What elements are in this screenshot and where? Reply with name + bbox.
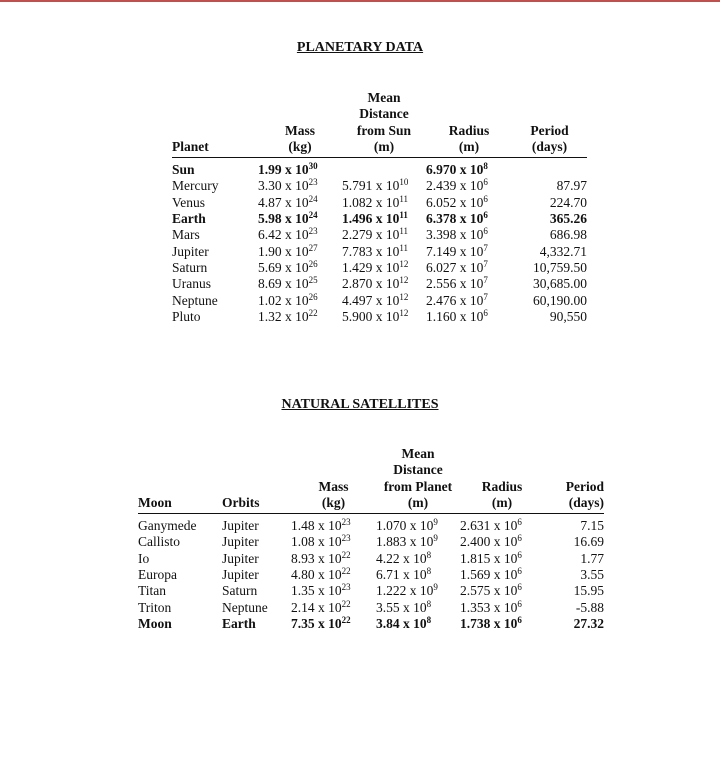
satellite-distance: [376, 583, 460, 599]
planet-radius-exponent: 6: [483, 210, 488, 221]
header-distance-line: from Sun: [356, 122, 412, 138]
satellite-mass-base: 1.08 x 10: [291, 534, 342, 550]
satellite-radius-base: 1.738 x 10: [460, 615, 518, 631]
planet-period: 4,332.71: [539, 243, 587, 259]
satellite-mass-exponent: 23: [341, 517, 351, 528]
planet-radius-exponent: 6: [483, 307, 488, 318]
planet-period: [512, 158, 587, 179]
planet-mass-base: 1.02 x 10: [258, 292, 309, 308]
satellite-radius-exponent: 6: [517, 598, 522, 609]
header-distance: [376, 446, 460, 514]
planet-radius: [426, 178, 512, 194]
satellite-row: [138, 600, 604, 616]
planet-radius-base: 6.970 x 10: [426, 162, 484, 178]
satellite-radius: [460, 514, 544, 535]
header-mass: [258, 90, 342, 158]
planet-radius-base: 1.160 x 10: [426, 308, 484, 324]
planet-name: Earth: [172, 211, 206, 227]
satellite-mass-base: 1.48 x 10: [291, 518, 342, 534]
header-mass: [291, 446, 376, 514]
header-radius-line: Radius: [481, 478, 523, 494]
satellite-radius: [460, 534, 544, 550]
planet-mass: [258, 227, 342, 243]
planet-distance: [342, 309, 426, 325]
satellite-distance: [376, 567, 460, 583]
planet-row: [172, 195, 587, 211]
header-period: [512, 90, 587, 158]
planet-distance: [342, 158, 426, 179]
satellite-radius-base: 2.400 x 10: [460, 534, 518, 550]
planet-name: Venus: [172, 194, 205, 210]
planetary-data-table: [172, 90, 587, 325]
planet-distance-base: 2.870 x 10: [342, 276, 400, 292]
planet-mass-exponent: 23: [308, 177, 318, 188]
planet-distance-exponent: 11: [399, 226, 409, 237]
planet-distance-base: 5.791 x 10: [342, 178, 400, 194]
satellite-distance-base: 3.84 x 10: [376, 615, 427, 631]
satellite-period: 3.55: [580, 567, 604, 583]
header-period-line: Period: [565, 478, 604, 494]
header-distance-line: Mean: [367, 90, 401, 105]
satellite-distance: [376, 534, 460, 550]
header-radius-unit: (m): [458, 138, 480, 154]
planet-distance: [342, 244, 426, 260]
satellite-distance-exponent: 9: [433, 582, 438, 593]
planet-distance: [342, 227, 426, 243]
satellite-mass-base: 1.35 x 10: [291, 583, 342, 599]
header-distance-line: Mean: [401, 446, 435, 461]
header-moon: Moon: [138, 494, 172, 510]
planet-name: Uranus: [172, 276, 211, 292]
satellite-name: Ganymede: [138, 518, 197, 534]
planet-radius: [426, 260, 512, 276]
planet-mass-exponent: 26: [308, 258, 318, 269]
satellite-name: Callisto: [138, 534, 181, 550]
planetary-header-row: [172, 90, 587, 158]
planet-radius-exponent: 7: [483, 275, 488, 286]
satellite-distance-base: 1.883 x 10: [376, 534, 434, 550]
satellite-distance: [376, 514, 460, 535]
planet-period: 30,685.00: [533, 276, 587, 292]
planet-mass: [258, 309, 342, 325]
planet-mass-exponent: 24: [308, 193, 318, 204]
planet-radius-base: 6.378 x 10: [426, 211, 484, 227]
natural-satellites-table: [138, 446, 604, 632]
planet-name: Sun: [172, 162, 195, 178]
satellite-row: [138, 534, 604, 550]
planet-radius: [426, 227, 512, 243]
satellite-radius-exponent: 6: [517, 566, 522, 577]
planet-name: Pluto: [172, 308, 201, 324]
satellite-orbits: Saturn: [222, 583, 258, 599]
satellite-distance-exponent: 9: [433, 533, 438, 544]
satellite-distance-exponent: 8: [426, 614, 432, 625]
planet-radius: [426, 195, 512, 211]
satellite-distance-exponent: 8: [426, 549, 432, 560]
header-distance-line: Distance: [393, 462, 443, 478]
satellite-orbits: Neptune: [222, 599, 268, 615]
planet-distance: [342, 211, 426, 227]
planet-radius-exponent: 8: [483, 161, 488, 172]
planet-row: [172, 293, 587, 309]
planet-distance: [342, 195, 426, 211]
planet-period: 365.26: [549, 211, 587, 227]
satellite-mass-exponent: 22: [341, 598, 351, 609]
planet-row: [172, 244, 587, 260]
satellite-mass: [291, 551, 376, 567]
planet-distance-base: 2.279 x 10: [342, 227, 400, 243]
planet-mass-base: 6.42 x 10: [258, 227, 309, 243]
planet-mass-exponent: 23: [308, 226, 318, 237]
header-distance-unit: (m): [407, 494, 429, 510]
planet-name: Saturn: [172, 259, 208, 275]
header-radius-line: Radius: [448, 122, 490, 138]
planet-distance-base: 1.429 x 10: [342, 259, 400, 275]
header-radius: [460, 446, 544, 514]
planet-mass-base: 5.69 x 10: [258, 259, 309, 275]
satellite-period: 7.15: [580, 518, 604, 534]
satellite-radius-base: 1.569 x 10: [460, 567, 518, 583]
planet-period: 10,759.50: [533, 259, 587, 275]
planet-mass-base: 1.90 x 10: [258, 243, 309, 259]
header-distance-line: from Planet: [383, 478, 453, 494]
satellite-distance-base: 1.222 x 10: [376, 583, 434, 599]
satellites-header-row: [138, 446, 604, 514]
satellite-mass-exponent: 22: [341, 549, 351, 560]
satellite-radius-exponent: 6: [517, 533, 522, 544]
satellite-orbits: Jupiter: [222, 534, 259, 550]
satellite-mass: [291, 567, 376, 583]
satellite-radius-base: 1.353 x 10: [460, 599, 518, 615]
satellite-mass-exponent: 22: [341, 566, 351, 577]
satellite-distance-exponent: 8: [426, 566, 432, 577]
planet-radius-exponent: 6: [483, 226, 488, 237]
planet-distance: [342, 260, 426, 276]
satellite-radius: [460, 616, 544, 632]
planet-distance-exponent: 11: [399, 193, 409, 204]
planet-mass: [258, 158, 342, 179]
planet-distance-exponent: 11: [399, 242, 409, 253]
satellite-distance-exponent: 8: [426, 598, 432, 609]
planet-radius-base: 7.149 x 10: [426, 243, 484, 259]
planet-mass: [258, 211, 342, 227]
satellite-distance-exponent: 9: [433, 517, 438, 528]
planet-period: 686.98: [549, 227, 587, 243]
planet-distance-base: 7.783 x 10: [342, 243, 400, 259]
planet-row: [172, 227, 587, 243]
satellite-mass: [291, 616, 376, 632]
planet-distance-exponent: 12: [399, 275, 409, 286]
planet-mass: [258, 195, 342, 211]
header-orbits: Orbits: [222, 494, 260, 510]
planet-row: [172, 260, 587, 276]
planet-mass-exponent: 26: [308, 291, 318, 302]
satellite-radius-exponent: 6: [517, 614, 522, 625]
top-border-line: [0, 0, 720, 2]
planet-mass-base: 1.99 x 10: [258, 162, 309, 178]
planet-distance: [342, 276, 426, 292]
planet-mass-exponent: 22: [308, 307, 318, 318]
planet-distance-exponent: 11: [399, 210, 408, 221]
planet-name: Mercury: [172, 178, 219, 194]
header-period: [544, 446, 604, 514]
satellite-row: [138, 567, 604, 583]
planet-row: [172, 158, 587, 179]
header-planet: Planet: [172, 138, 209, 154]
planet-mass-exponent: 27: [308, 242, 318, 253]
satellite-period: -5.88: [575, 599, 604, 615]
satellite-mass-base: 4.80 x 10: [291, 567, 342, 583]
satellite-radius-exponent: 6: [517, 517, 522, 528]
planet-radius: [426, 244, 512, 260]
satellite-row: [138, 616, 604, 632]
satellite-radius: [460, 551, 544, 567]
satellite-radius-base: 1.815 x 10: [460, 550, 518, 566]
satellite-period: 1.77: [580, 550, 604, 566]
planet-row: [172, 178, 587, 194]
planet-radius-exponent: 7: [483, 242, 488, 253]
satellite-orbits: Jupiter: [222, 518, 259, 534]
planet-row: [172, 276, 587, 292]
planet-radius-exponent: 7: [483, 258, 488, 269]
header-period-unit: (days): [531, 138, 568, 154]
satellite-mass-base: 8.93 x 10: [291, 550, 342, 566]
planet-radius-exponent: 6: [483, 193, 488, 204]
satellite-distance: [376, 600, 460, 616]
planet-mass-exponent: 30: [308, 161, 318, 172]
satellite-distance: [376, 616, 460, 632]
planet-mass: [258, 178, 342, 194]
planet-radius-exponent: 7: [483, 291, 488, 302]
header-distance-line: Distance: [359, 106, 409, 122]
satellite-row: [138, 514, 604, 535]
satellite-mass: [291, 583, 376, 599]
planet-radius: [426, 211, 512, 227]
planet-radius: [426, 309, 512, 325]
satellite-name: Io: [138, 550, 150, 566]
planet-radius-base: 6.052 x 10: [426, 194, 484, 210]
planet-distance-base: 5.900 x 10: [342, 308, 400, 324]
satellite-radius-exponent: 6: [517, 549, 522, 560]
planetary-data-title: PLANETARY DATA: [296, 40, 424, 55]
satellite-orbits: Jupiter: [222, 550, 259, 566]
satellite-name: Moon: [138, 615, 172, 631]
satellite-orbits: Jupiter: [222, 567, 259, 583]
planet-mass-exponent: 25: [308, 275, 318, 286]
header-radius-unit: (m): [491, 494, 513, 510]
planet-radius-base: 6.027 x 10: [426, 259, 484, 275]
satellite-mass-base: 2.14 x 10: [291, 599, 342, 615]
planet-name: Mars: [172, 227, 200, 243]
satellite-distance-base: 4.22 x 10: [376, 550, 427, 566]
planet-radius-base: 2.556 x 10: [426, 276, 484, 292]
satellite-name: Triton: [138, 599, 172, 615]
planet-radius-exponent: 6: [483, 177, 488, 188]
planet-distance-exponent: 12: [399, 291, 409, 302]
satellite-row: [138, 583, 604, 599]
satellite-mass-base: 7.35 x 10: [291, 615, 342, 631]
planet-distance-exponent: 12: [399, 258, 409, 269]
planet-distance: [342, 178, 426, 194]
satellite-name: Europa: [138, 567, 177, 583]
satellite-mass-exponent: 23: [341, 582, 351, 593]
natural-satellites-title: NATURAL SATELLITES: [281, 397, 439, 412]
planet-name: Neptune: [172, 292, 218, 308]
planet-mass-base: 3.30 x 10: [258, 178, 309, 194]
satellite-radius-base: 2.575 x 10: [460, 583, 518, 599]
planet-radius-base: 2.476 x 10: [426, 292, 484, 308]
planet-period: 90,550: [549, 308, 587, 324]
planet-radius-base: 3.398 x 10: [426, 227, 484, 243]
satellite-distance-base: 3.55 x 10: [376, 599, 427, 615]
planet-radius-base: 2.439 x 10: [426, 178, 484, 194]
planet-distance-exponent: 10: [399, 177, 409, 188]
planet-mass-base: 8.69 x 10: [258, 276, 309, 292]
header-period-line: Period: [530, 122, 569, 138]
planet-radius: [426, 158, 512, 179]
satellite-period: 27.32: [573, 615, 604, 631]
header-mass-line: Mass: [318, 478, 349, 494]
satellite-radius-exponent: 6: [517, 582, 522, 593]
planet-distance-base: 1.082 x 10: [342, 194, 400, 210]
satellite-period: 15.95: [573, 583, 604, 599]
planet-period: 87.97: [556, 178, 587, 194]
planet-mass: [258, 276, 342, 292]
planet-mass: [258, 293, 342, 309]
planet-distance-exponent: 12: [399, 307, 409, 318]
planet-distance: [342, 293, 426, 309]
planet-row: [172, 309, 587, 325]
planet-distance-base: 4.497 x 10: [342, 292, 400, 308]
planet-distance-base: 1.496 x 10: [342, 211, 400, 227]
satellite-period: 16.69: [573, 534, 604, 550]
planet-mass-exponent: 24: [308, 210, 318, 221]
satellite-mass: [291, 514, 376, 535]
satellite-radius: [460, 583, 544, 599]
planet-period: 60,190.00: [533, 292, 587, 308]
header-mass-unit: (kg): [321, 494, 346, 510]
header-distance: [342, 90, 426, 158]
satellite-radius: [460, 600, 544, 616]
satellite-orbits: Earth: [222, 615, 256, 631]
header-mass-line: Mass: [285, 122, 315, 138]
satellite-radius-base: 2.631 x 10: [460, 518, 518, 534]
satellite-mass: [291, 600, 376, 616]
satellite-mass-exponent: 22: [341, 614, 351, 625]
planet-mass: [258, 244, 342, 260]
satellite-distance: [376, 551, 460, 567]
planet-radius: [426, 276, 512, 292]
planet-mass: [258, 260, 342, 276]
satellite-radius: [460, 567, 544, 583]
header-period-unit: (days): [568, 494, 604, 510]
planet-name: Jupiter: [172, 243, 209, 259]
header-mass-unit: (kg): [288, 138, 312, 154]
planet-mass-base: 4.87 x 10: [258, 194, 309, 210]
planet-mass-base: 1.32 x 10: [258, 308, 309, 324]
planet-radius: [426, 293, 512, 309]
satellite-distance-base: 6.71 x 10: [376, 567, 427, 583]
satellite-distance-base: 1.070 x 10: [376, 518, 434, 534]
satellite-mass: [291, 534, 376, 550]
satellite-mass-exponent: 23: [341, 533, 351, 544]
satellite-row: [138, 551, 604, 567]
header-distance-unit: (m): [373, 138, 395, 154]
planet-row: [172, 211, 587, 227]
planet-mass-base: 5.98 x 10: [258, 211, 309, 227]
planet-period: 224.70: [549, 194, 587, 210]
header-radius: [426, 90, 512, 158]
satellite-name: Titan: [138, 583, 167, 599]
